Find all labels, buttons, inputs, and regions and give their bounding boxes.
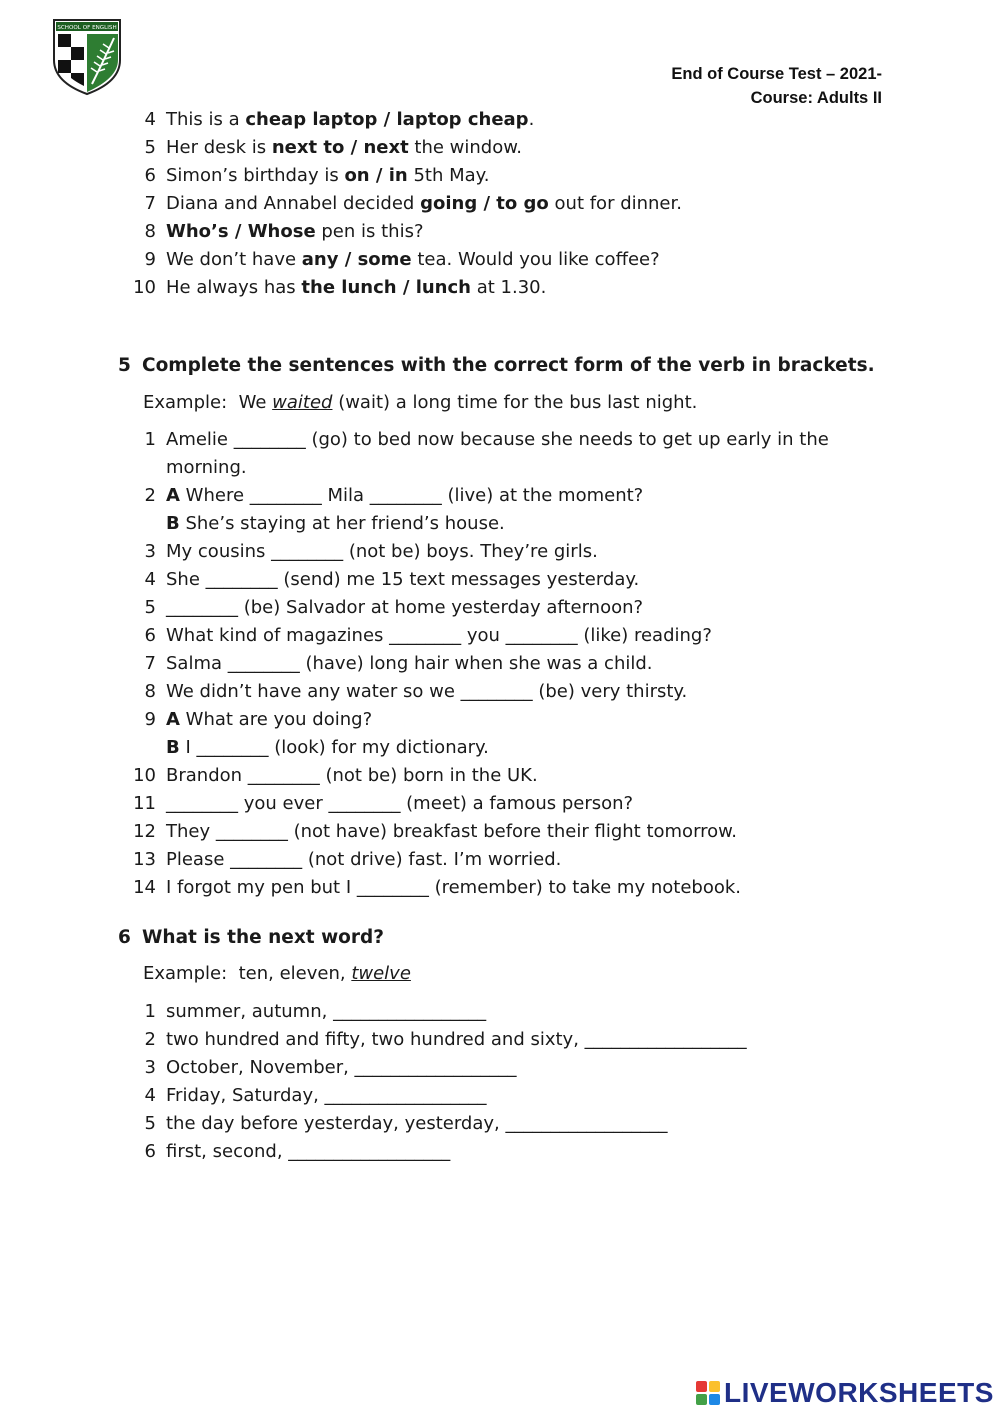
list-item xyxy=(0,622,829,650)
list-item xyxy=(0,454,829,482)
item-text: He always has xyxy=(166,277,302,298)
item-text: Diana and Annabel decided xyxy=(166,193,421,214)
item-text: Simon’s birthday is xyxy=(166,165,345,186)
item-text: We don’t have xyxy=(166,249,302,270)
item-text: She ________ (send) me 15 text messages yesterday. xyxy=(166,569,640,590)
header-course: Course: Adults II xyxy=(750,89,882,107)
section-number: 5 xyxy=(118,355,131,376)
item-text: We didn’t have any water so we ________ (be) very thirsty. xyxy=(166,681,688,702)
item-number: 2 xyxy=(144,485,156,506)
item-text: Friday, Saturday, __________________ xyxy=(166,1085,487,1106)
item-number: 9 xyxy=(144,709,156,730)
item-text: My cousins ________ (not be) boys. They’re girls. xyxy=(166,541,598,562)
list-item xyxy=(0,790,829,818)
item-number: 6 xyxy=(144,165,156,186)
item-text: Brandon ________ (not be) born in the UK. xyxy=(166,765,538,786)
item-text: Her desk is xyxy=(166,137,272,158)
item-number: 1 xyxy=(144,429,156,450)
item-text: What are you doing? xyxy=(179,709,373,730)
header-title: End of Course Test – 2021- xyxy=(671,65,882,83)
section-6-list xyxy=(0,998,747,1166)
item-number: 10 xyxy=(133,277,156,298)
list-item xyxy=(0,1138,747,1166)
list-item xyxy=(0,846,829,874)
section-6-heading xyxy=(118,927,384,948)
list-item xyxy=(0,1054,747,1082)
item-text: morning. xyxy=(166,457,247,478)
item-number: 3 xyxy=(144,541,156,562)
section-4-list xyxy=(0,106,682,302)
list-item xyxy=(0,678,829,706)
item-text: tea. Would you like coffee? xyxy=(411,249,660,270)
example-answer: twelve xyxy=(351,963,411,984)
bold-text: A xyxy=(166,709,180,730)
bold-text: B xyxy=(166,513,180,534)
item-text: She’s staying at her friend’s house. xyxy=(179,513,505,534)
item-text: the day before yesterday, yesterday, __________________ xyxy=(166,1113,668,1134)
item-text: two hundred and fifty, two hundred and sixty, __________________ xyxy=(166,1029,747,1050)
list-item xyxy=(0,190,682,218)
item-text: the window. xyxy=(408,137,523,158)
list-item xyxy=(0,734,829,762)
example-label: Example: xyxy=(143,963,228,984)
bold-text: A xyxy=(166,485,180,506)
item-number: 5 xyxy=(144,137,156,158)
section-number: 6 xyxy=(118,927,131,948)
item-number: 9 xyxy=(144,249,156,270)
item-number: 12 xyxy=(133,821,156,842)
item-number: 10 xyxy=(133,765,156,786)
logo-text: SCHOOL OF ENGLISH xyxy=(57,25,117,31)
item-number: 11 xyxy=(133,793,156,814)
list-item xyxy=(0,510,829,538)
list-item xyxy=(0,706,829,734)
item-number: 5 xyxy=(144,597,156,618)
item-number: 6 xyxy=(144,625,156,646)
brand-name: LIVEWORKSHEETS xyxy=(724,1377,994,1408)
section-5-list xyxy=(0,426,829,902)
section-title: Complete the sentences with the correct form of the verb in brackets. xyxy=(142,355,875,376)
item-text: first, second, __________________ xyxy=(166,1141,451,1162)
list-item xyxy=(0,594,829,622)
list-item xyxy=(0,1082,747,1110)
item-text: October, November, __________________ xyxy=(166,1057,517,1078)
bold-text: any / some xyxy=(301,249,412,270)
list-item xyxy=(0,1026,747,1054)
item-text: . xyxy=(528,109,535,130)
item-number: 4 xyxy=(144,1085,156,1106)
bold-text: the lunch / lunch xyxy=(301,277,471,298)
brand-squares-icon xyxy=(696,1381,720,1405)
list-item xyxy=(0,818,829,846)
item-text: Where ________ Mila ________ (live) at the moment? xyxy=(179,485,644,506)
item-number: 1 xyxy=(144,1001,156,1022)
section-title: What is the next word? xyxy=(142,927,384,948)
list-item xyxy=(0,106,682,134)
item-number: 3 xyxy=(144,1057,156,1078)
item-text: I forgot my pen but I ________ (remember) to take my notebook. xyxy=(166,877,741,898)
item-number: 4 xyxy=(144,109,156,130)
list-item xyxy=(0,482,829,510)
list-item xyxy=(0,1110,747,1138)
example-answer: waited xyxy=(272,392,333,413)
item-number: 5 xyxy=(144,1113,156,1134)
example-pre: We xyxy=(238,392,273,413)
example-pre: ten, eleven, xyxy=(238,963,352,984)
list-item xyxy=(0,566,829,594)
list-item xyxy=(0,134,682,162)
item-text: ________ (be) Salvador at home yesterday afternoon? xyxy=(166,597,644,618)
item-text: I ________ (look) for my dictionary. xyxy=(179,737,489,758)
item-text: at 1.30. xyxy=(470,277,547,298)
test-header xyxy=(671,62,882,110)
example-label: Example: xyxy=(143,392,228,413)
item-number: 8 xyxy=(144,681,156,702)
bold-text: on / in xyxy=(344,165,408,186)
item-number: 13 xyxy=(133,849,156,870)
example-post: (wait) a long time for the bus last night. xyxy=(332,392,698,413)
item-number: 6 xyxy=(144,1141,156,1162)
item-text: What kind of magazines ________ you ________ (like) reading? xyxy=(166,625,712,646)
section-5-heading xyxy=(118,355,875,376)
list-item xyxy=(0,998,747,1026)
item-number: 7 xyxy=(144,653,156,674)
section-6-example xyxy=(143,963,411,984)
list-item xyxy=(0,538,829,566)
list-item xyxy=(0,162,682,190)
item-text: ________ you ever ________ (meet) a famous person? xyxy=(166,793,634,814)
section-5-example xyxy=(143,392,697,413)
list-item xyxy=(0,218,682,246)
item-text: pen is this? xyxy=(315,221,424,242)
school-logo xyxy=(52,16,122,96)
item-text: Amelie ________ (go) to bed now because she needs to get up early in the xyxy=(166,429,829,450)
item-text: They ________ (not have) breakfast before their flight tomorrow. xyxy=(166,821,737,842)
item-number: 4 xyxy=(144,569,156,590)
list-item xyxy=(0,426,829,454)
item-number: 8 xyxy=(144,221,156,242)
item-text: Salma ________ (have) long hair when she was a child. xyxy=(166,653,653,674)
list-item xyxy=(0,274,682,302)
list-item xyxy=(0,650,829,678)
bold-text: next to / next xyxy=(271,137,409,158)
item-text: 5th May. xyxy=(407,165,490,186)
liveworksheets-logo xyxy=(696,1377,994,1409)
bold-text: Who’s / Whose xyxy=(166,221,316,242)
bold-text: cheap laptop / laptop cheap xyxy=(245,109,529,130)
bold-text: going / to go xyxy=(420,193,549,214)
list-item xyxy=(0,246,682,274)
item-number: 2 xyxy=(144,1029,156,1050)
item-number: 14 xyxy=(133,877,156,898)
item-number: 7 xyxy=(144,193,156,214)
item-text: This is a xyxy=(166,109,246,130)
bold-text: B xyxy=(166,737,180,758)
item-text: out for dinner. xyxy=(548,193,682,214)
item-text: summer, autumn, _________________ xyxy=(166,1001,487,1022)
list-item xyxy=(0,874,829,902)
item-text: Please ________ (not drive) fast. I’m worried. xyxy=(166,849,562,870)
list-item xyxy=(0,762,829,790)
